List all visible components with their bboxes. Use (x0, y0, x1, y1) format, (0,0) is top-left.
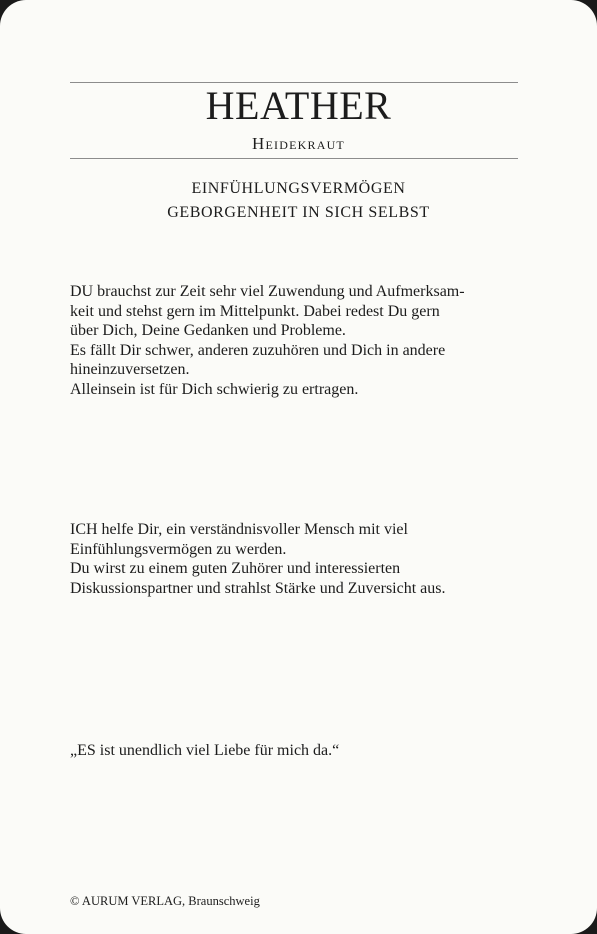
copyright-notice: © AURUM VERLAG, Braunschweig (70, 894, 260, 908)
bottom-divider (70, 158, 518, 159)
keyword-line: GEBORGENHEIT IN SICH SELBST (167, 204, 430, 221)
text-line: Einfühlungsvermögen zu werden. (70, 540, 287, 558)
card-subtitle: Heidekraut (252, 134, 345, 153)
text-line: Du wirst zu einem guten Zuhörer und interessierten (70, 560, 401, 577)
quote-text: „ES ist unendlich viel Liebe für mich da.“ (70, 742, 340, 759)
paragraph-help (70, 520, 530, 598)
card-title: HEATHER (205, 83, 392, 128)
text-line: DU brauchst zur Zeit sehr viel Zuwendung und Aufmerksam- (70, 283, 465, 300)
affirmation-quote (70, 741, 530, 761)
text-line: Es fällt Dir schwer, anderen zuzuhören und Dich in andere (70, 341, 446, 359)
keyword-line: EINFÜHLUNGSVERMÖGEN (191, 180, 406, 197)
text-line: über Dich, Deine Gedanken und Probleme. (70, 322, 346, 339)
keywords-block (0, 177, 597, 225)
paragraph-current-state (70, 282, 530, 399)
text-line: hineinzuversetzen. (70, 361, 190, 378)
text-line: Diskussionspartner und strahlst Stärke und Zuversicht aus. (70, 579, 446, 597)
text-line: Alleinsein ist für Dich schwierig zu ertragen. (70, 380, 359, 398)
text-line: ICH helfe Dir, ein verständnisvoller Mensch mit viel (70, 521, 408, 538)
text-line: keit und stehst gern im Mittelpunkt. Dabei redest Du gern (70, 302, 440, 320)
